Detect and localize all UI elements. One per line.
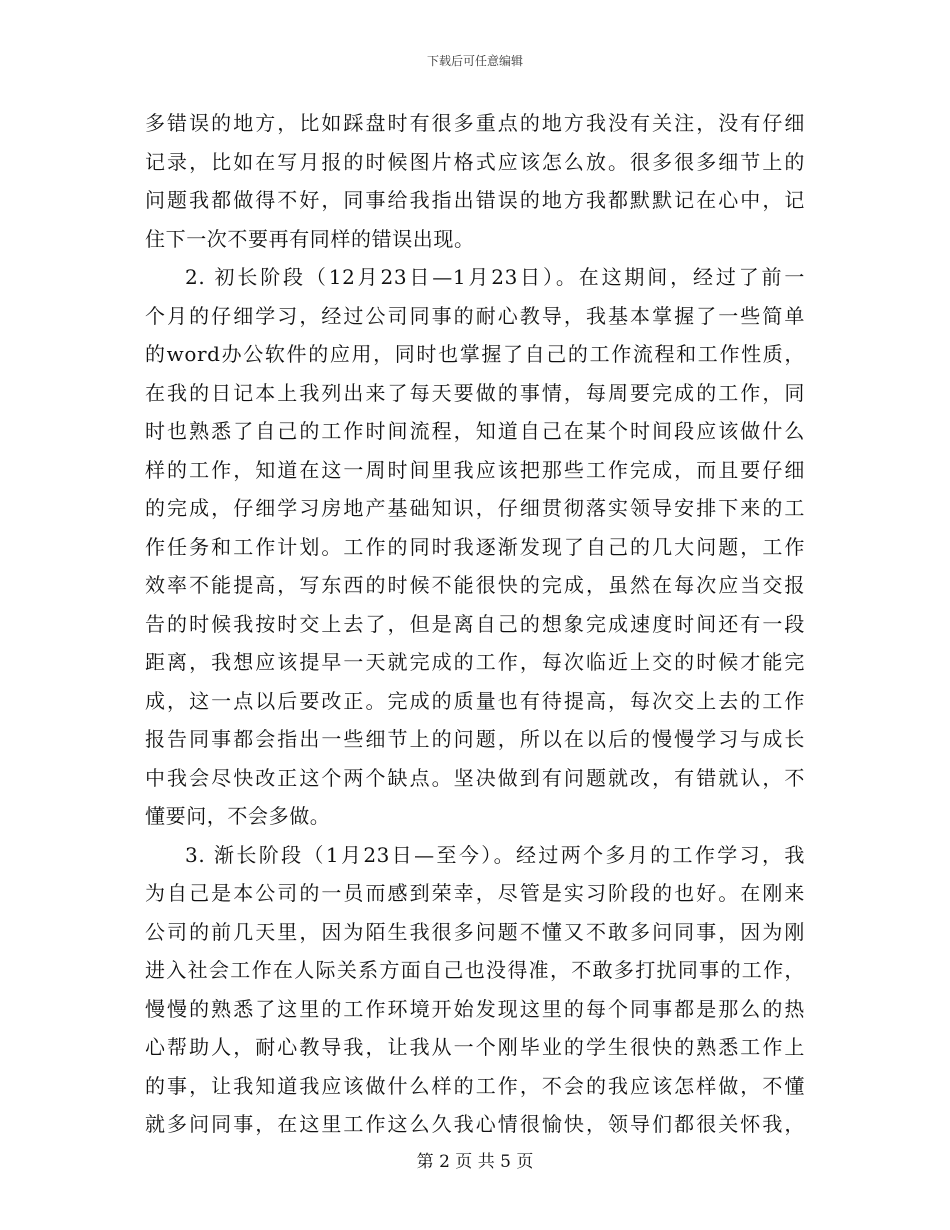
text-line: 报告同事都会指出一些细节上的问题，所以在以后的慢慢学习与成长 [145, 727, 805, 751]
text-line: 多错误的地方，比如踩盘时有很多重点的地方我没有关注，没有仔细 [145, 111, 805, 135]
text-line: 进入社会工作在人际关系方面自己也没得准，不敢多打扰同事的工作， [145, 958, 805, 982]
text-line: 时也熟悉了自己的工作时间流程，知道自己在某个时间段应该做什么 [145, 419, 805, 443]
text-line: 的事，让我知道我应该做什么样的工作，不会的我应该怎样做，不懂 [145, 1073, 805, 1098]
text-line: 距离，我想应该提早一天就完成的工作，每次临近上交的时候才能完 [145, 650, 805, 674]
text-line: 记录，比如在写月报的时候图片格式应该怎么放。很多很多细节上的 [145, 149, 805, 174]
text-line: 样的工作，知道在这一周时间里我应该把那些工作完成，而且要仔细 [145, 457, 805, 482]
text-line: 中我会尽快改正这个两个缺点。坚决做到有问题就改，有错就认，不 [145, 765, 805, 790]
text-line: 的word办公软件的应用，同时也掌握了自己的工作流程和工作性质， [145, 342, 805, 366]
text-line: 个月的仔细学习，经过公司同事的耐心教导，我基本掌握了一些简单 [145, 303, 805, 328]
text-line: 就多问同事，在这里工作这么久我心情很愉快，领导们都很关怀我， [145, 1112, 805, 1136]
text-line: 3. 渐长阶段（1月23日—至今）。经过两个多月的工作学习，我 [185, 842, 805, 867]
text-line: 慢慢的熟悉了这里的工作环境开始发现这里的每个同事都是那么的热 [145, 996, 805, 1021]
text-line: 成，这一点以后要改正。完成的质量也有待提高，每次交上去的工作 [145, 688, 805, 713]
document-body [145, 104, 805, 1144]
page-number-footer: 第 2 页 共 5 页 [416, 1152, 534, 1172]
text-line: 效率不能提高，写东西的时候不能很快的完成，虽然在每次应当交报 [145, 573, 805, 597]
text-line: 为自己是本公司的一员而感到荣幸，尽管是实习阶段的也好。在刚来 [145, 881, 805, 905]
text-line: 心帮助人，耐心教导我，让我从一个刚毕业的学生很快的熟悉工作上 [145, 1035, 805, 1059]
text-line: 2. 初长阶段（12月23日—1月23日）。在这期间，经过了前一 [185, 265, 805, 289]
text-line: 住下一次不要再有同样的错误出现。 [145, 226, 475, 251]
text-line: 懂要问，不会多做。 [145, 804, 331, 828]
text-line: 在我的日记本上我列出来了每天要做的事情，每周要完成的工作，同 [145, 380, 805, 405]
text-line: 的完成，仔细学习房地产基础知识，仔细贯彻落实领导安排下来的工 [145, 496, 805, 520]
text-line: 告的时候我按时交上去了，但是离自己的想象完成速度时间还有一段 [145, 611, 805, 636]
text-line: 作任务和工作计划。工作的同时我逐渐发现了自己的几大问题，工作 [145, 534, 805, 559]
text-line: 公司的前几天里，因为陌生我很多问题不懂又不敢多问同事，因为刚 [145, 919, 805, 944]
page-header: 下载后可任意编辑 [426, 54, 523, 68]
text-line: 问题我都做得不好，同事给我指出错误的地方我都默默记在心中，记 [145, 188, 805, 212]
